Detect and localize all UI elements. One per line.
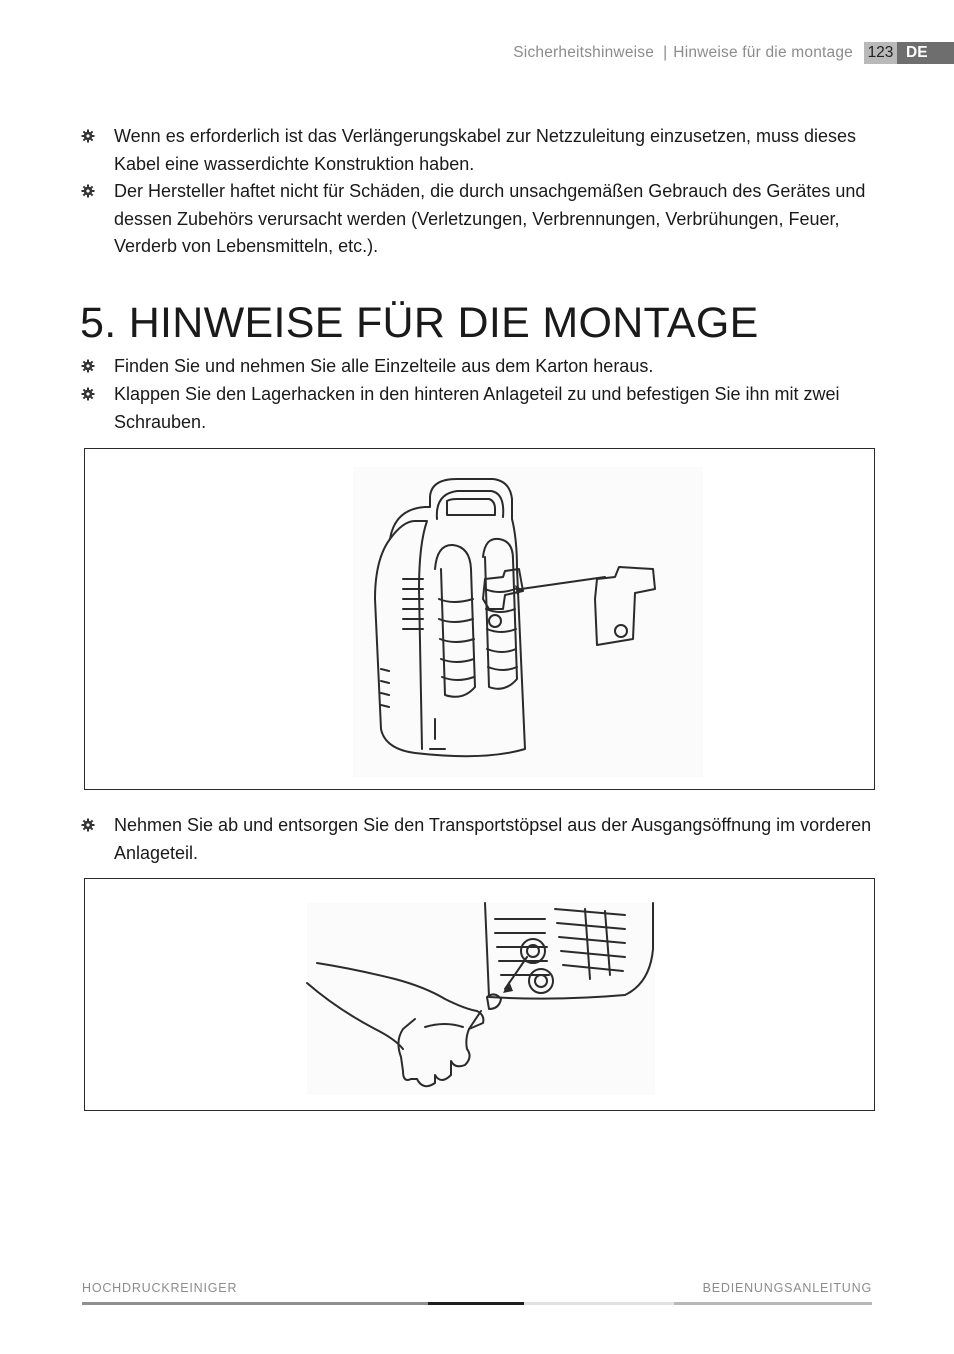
step-bullet-transport-plug: Nehmen Sie ab und entsorgen Sie den Transportstöpsel aus der Ausgangsöffnung im vorderen Anlageteil. bbox=[114, 815, 872, 863]
header-subsection: Hinweise für die montage bbox=[673, 44, 853, 61]
gear-bullet-icon bbox=[81, 818, 95, 832]
transport-plug-illustration bbox=[85, 879, 874, 1110]
header-separator: | bbox=[663, 44, 668, 61]
montage-bullet-unpack: Finden Sie und nehmen Sie alle Einzelteile aus dem Karton heraus. bbox=[114, 356, 654, 376]
figure-hook-assembly bbox=[84, 448, 875, 790]
footer-right: BEDIENUNGSANLEITUNG bbox=[702, 1281, 872, 1295]
hook-assembly-illustration bbox=[85, 449, 874, 789]
language-badge: DE bbox=[897, 42, 954, 64]
footer-bar-segment bbox=[428, 1302, 524, 1305]
page-number: 123 bbox=[864, 42, 897, 64]
figure-transport-plug bbox=[84, 878, 875, 1111]
header-section: Sicherheitshinweise bbox=[513, 44, 655, 61]
montage-bullet-hook: Klappen Sie den Lagerhacken in den hinteren Anlageteil zu und befestigen Sie ihn mit zwei Schrauben. bbox=[114, 384, 840, 432]
footer-bar-segment bbox=[82, 1302, 428, 1305]
intro-bullet-extension-cable: Wenn es erforderlich ist das Verlängerungskabel zur Netzzuleitung einzusetzen, muss dieses Kabel eine wasserdichte Konstruktion haben. bbox=[114, 126, 857, 174]
running-header bbox=[513, 42, 853, 64]
gear-bullet-icon bbox=[81, 184, 95, 198]
gear-bullet-icon bbox=[81, 387, 95, 401]
footer-left: HOCHDRUCKREINIGER bbox=[82, 1281, 238, 1295]
intro-bullet-liability: Der Hersteller haftet nicht für Schäden, die durch unsachgemäßen Gebrauch des Gerätes und dessen Zubehörs verursacht werden (Verletzungen, Verbrennungen, Verbrühungen, Feuer, Verderb von Lebensmitteln, etc.). bbox=[114, 181, 866, 256]
gear-bullet-icon bbox=[81, 359, 95, 373]
gear-bullet-icon bbox=[81, 129, 95, 143]
footer-bar-segment bbox=[524, 1302, 674, 1305]
section-heading: 5. HINWEISE FÜR DIE MONTAGE bbox=[80, 299, 759, 347]
footer-bar-segment bbox=[674, 1302, 872, 1305]
